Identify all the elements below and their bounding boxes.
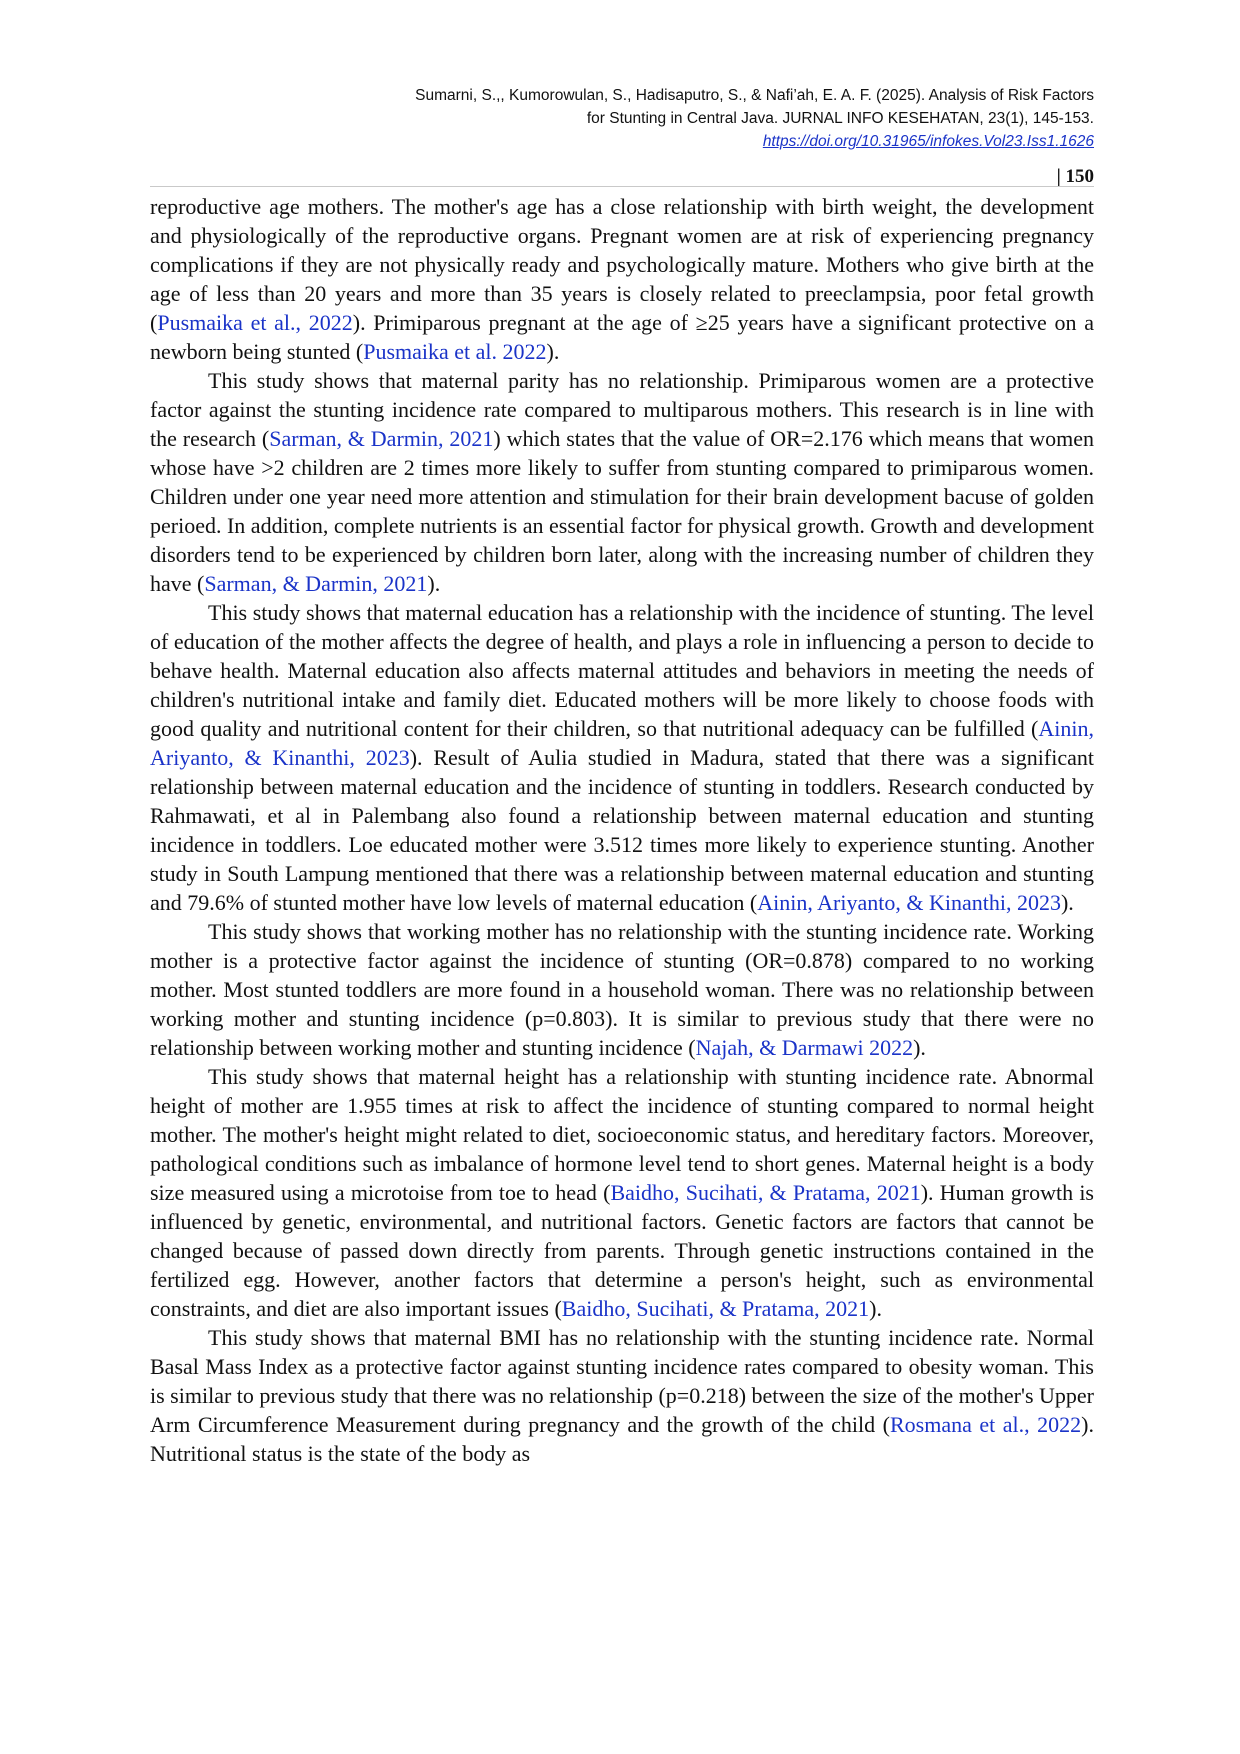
- citation-link[interactable]: Rosmana et al., 2022: [889, 1412, 1082, 1437]
- paragraph: [150, 1323, 1094, 1468]
- paragraph: [150, 598, 1094, 917]
- paragraph: [150, 192, 1094, 366]
- page-number: | 150: [1056, 166, 1094, 187]
- paragraph-text: reproductive age mothers. The mother's age has a close relationship with birth weight, the development and physiologically of the reproductive organs. Pregnant women are at risk of experiencing pregnancy complications if they are not physically ready and psychologically mature. Mothers who give birth at the age of less than 20 years and more than 35 years is closely related to preeclampsia, poor fetal growth (: [150, 194, 1094, 335]
- citation-line-1: Sumarni, S.,, Kumorowulan, S., Hadisaputro, S., & Nafi’ah, E. A. F. (2025). Analysis of Risk Factors: [415, 87, 1094, 104]
- paragraph-text: ). Human growth is influenced by genetic, environmental, and nutritional factors. Genetic factors are factors that cannot be changed because of passed down directly from parents. Through genetic instructions contained in the fertilized egg. However, another factors that determine a person's height, such as environmental constraints, and diet are also important issues (: [150, 1180, 1094, 1321]
- paragraph-text: ).: [913, 1035, 926, 1060]
- paragraph-text: ). Result of Aulia studied in Madura, stated that there was a significant relationship between maternal education and the incidence of stunting in toddlers. Research conducted by Rahmawati, et al in Palembang also found a relationship between maternal education and stunting incidence in toddlers. Loe educated mother were 3.512 times more likely to experience stunting. Another study in South Lampung mentioned that there was a relationship between maternal education and stunting and 79.6% of stunted mother have low levels of maternal education (: [150, 745, 1094, 915]
- paragraph-text: ).: [1060, 890, 1074, 915]
- paragraph: [150, 917, 1094, 1062]
- paragraph-text: This study shows that working mother has no relationship with the stunting incidence rate. Working mother is a protective factor against the incidence of stunting (OR=0.878) compared to no working mother. Most stunted toddlers are more found in a household woman. There was no relationship between working mother and stunting incidence (p=0.803). It is similar to previous study that there were no relationship between working mother and stunting incidence (: [150, 919, 1094, 1060]
- paragraph-text: ). Nutritional status is the state of the body as: [150, 1412, 1094, 1466]
- paragraph-text: This study shows that maternal education has a relationship with the incidence of stunting. The level of education of the mother affects the degree of health, and plays a role in influencing a person to decide to behave health. Maternal education also affects maternal attitudes and behaviors in meeting the needs of children's nutritional intake and family diet. Educated mothers will be more likely to choose foods with good quality and nutritional content for their children, so that nutritional adequacy can be fulfilled (: [150, 600, 1094, 741]
- paragraph-text: ).: [869, 1296, 882, 1321]
- page-header: [150, 84, 1094, 153]
- body-text: [150, 192, 1094, 1468]
- doi-link[interactable]: https://doi.org/10.31965/infokes.Vol23.Iss1.1626: [762, 133, 1094, 150]
- citation-link[interactable]: Baidho, Sucihati, & Pratama, 2021: [610, 1180, 921, 1205]
- citation-link[interactable]: Najah, & Darmawi 2022: [695, 1035, 914, 1060]
- header-divider: [150, 186, 1094, 187]
- paragraph-text: This study shows that maternal height has a relationship with stunting incidence rate. Abnormal height of mother are 1.955 times at risk to affect the incidence of stunting compared to normal height mother. The mother's height might related to diet, socioeconomic status, and hereditary factors. Moreover, pathological conditions such as imbalance of hormone level tend to short genes. Maternal height is a body size measured using a microtoise from toe to head (: [150, 1064, 1094, 1205]
- citation-link[interactable]: Ainin, Ariyanto, & Kinanthi, 2023: [757, 890, 1061, 915]
- paragraph: [150, 366, 1094, 598]
- paragraph-text: ).: [427, 571, 441, 596]
- paragraph: [150, 1062, 1094, 1323]
- paragraph-text: ) which states that the value of OR=2.176 which means that women whose have >2 children are 2 times more likely to suffer from stunting compared to primiparous women. Children under one year need more attention and stimulation for their brain development bacuse of golden perioed. In addition, complete nutrients is an essential factor for physical growth. Growth and development disorders tend to be experienced by children born later, along with the increasing number of children they have (: [150, 426, 1094, 596]
- citation-link[interactable]: Pusmaika et al., 2022: [157, 310, 353, 335]
- paragraph-text: This study shows that maternal BMI has no relationship with the stunting incidence rate. Normal Basal Mass Index as a protective factor against stunting incidence rates compared to obesity woman. This is similar to previous study that there was no relationship (p=0.218) between the size of the mother's Upper Arm Circumference Measurement during pregnancy and the growth of the child (: [150, 1325, 1094, 1437]
- citation-link[interactable]: Sarman, & Darmin, 2021: [269, 426, 494, 451]
- citation-link[interactable]: Pusmaika et al. 2022: [363, 339, 547, 364]
- citation-link[interactable]: Sarman, & Darmin, 2021: [204, 571, 428, 596]
- citation-link[interactable]: Baidho, Sucihati, & Pratama, 2021: [561, 1296, 870, 1321]
- paragraph-text: ).: [546, 339, 560, 364]
- citation-line-2: for Stunting in Central Java. JURNAL INFO KESEHATAN, 23(1), 145-153.: [586, 110, 1094, 127]
- paragraph-text: This study shows that maternal parity has no relationship. Primiparous women are a protective factor against the stunting incidence rate compared to multiparous mothers. This research is in line with the research (: [150, 368, 1094, 451]
- paragraph-text: ). Primiparous pregnant at the age of ≥25 years have a significant protective on a newborn being stunted (: [150, 310, 1095, 364]
- citation-link[interactable]: Ainin, Ariyanto, & Kinanthi, 2023: [150, 716, 1094, 770]
